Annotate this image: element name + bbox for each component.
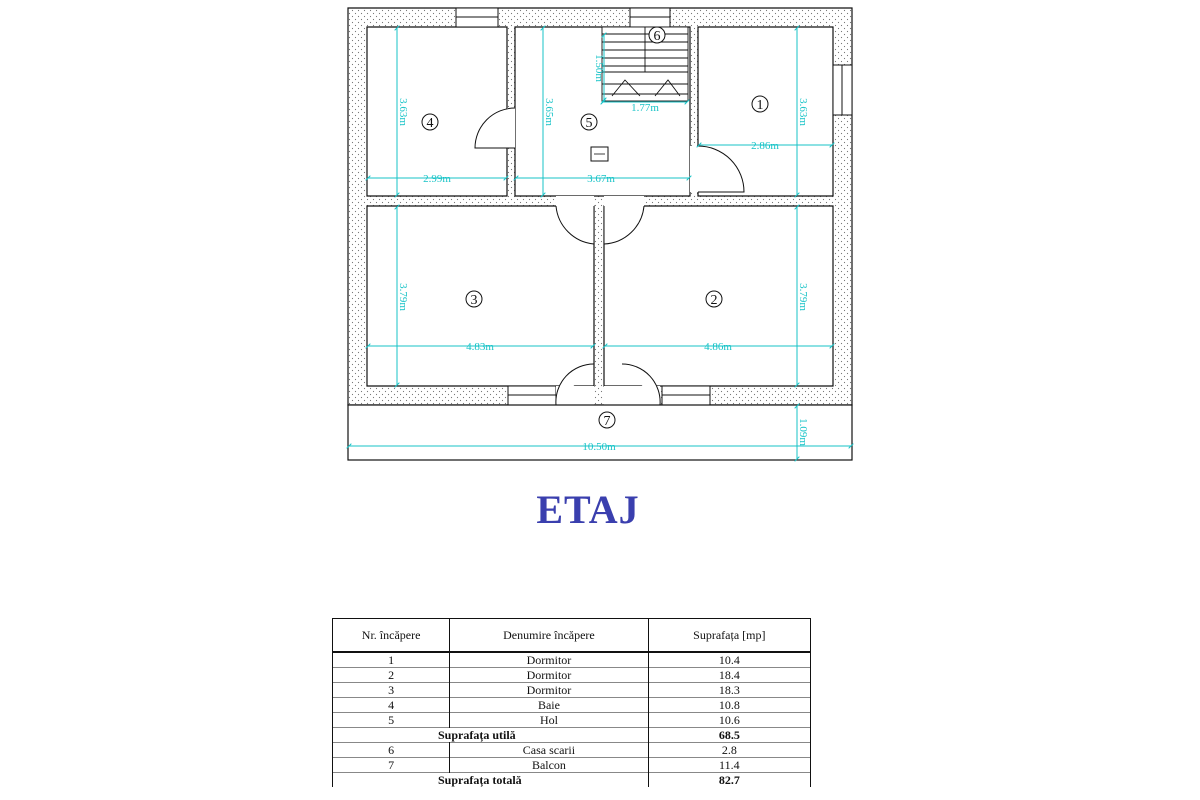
dim-r5-height: 3.65m [543, 98, 555, 126]
dim-balcony-width: 10.50m [582, 441, 616, 453]
room-number-4: 4 [426, 116, 434, 131]
table-header-row [333, 619, 811, 653]
cell-name: Baie [450, 698, 648, 713]
header-room-number: Nr. încăpere [333, 619, 450, 653]
cell-name: Dormitor [450, 652, 648, 668]
table-row [333, 713, 811, 728]
room-number-2: 2 [710, 293, 718, 308]
cell-name: Balcon [450, 758, 648, 773]
header-room-name: Denumire încăpere [450, 619, 648, 653]
table-row [333, 683, 811, 698]
subtotal-value: 68.5 [648, 728, 810, 743]
dim-r6-height: 1.50m [593, 54, 605, 82]
cell-area: 18.3 [648, 683, 810, 698]
dim-r1-height: 3.63m [797, 98, 809, 126]
dim-r3-width: 4.83m [466, 341, 494, 353]
cell-nr: 5 [333, 713, 450, 728]
room-number-3: 3 [470, 293, 478, 308]
dim-r2-width: 4.86m [704, 341, 732, 353]
room-number-5: 5 [585, 116, 593, 131]
subtotal-row [333, 728, 811, 743]
cell-area: 10.6 [648, 713, 810, 728]
dim-balcony-depth: 1.09m [797, 418, 809, 446]
cell-nr: 2 [333, 668, 450, 683]
dim-r2-height: 3.79m [797, 283, 809, 311]
cell-name: Dormitor [450, 668, 648, 683]
dim-r5-width: 3.67m [587, 173, 615, 185]
table-row [333, 758, 811, 773]
room-number-6: 6 [653, 29, 661, 44]
cell-nr: 3 [333, 683, 450, 698]
staircase [602, 27, 688, 101]
table-row [333, 652, 811, 668]
cell-nr: 7 [333, 758, 450, 773]
floor-title: ETAJ [536, 487, 640, 532]
dim-r3-height: 3.79m [397, 283, 409, 311]
cell-nr: 6 [333, 743, 450, 758]
cell-area: 10.4 [648, 652, 810, 668]
dim-r4-height: 3.63m [397, 98, 409, 126]
subtotal-label: Suprafața utilă [333, 728, 649, 743]
cell-area: 10.8 [648, 698, 810, 713]
cell-name: Casa scarii [450, 743, 648, 758]
cell-area: 2.8 [648, 743, 810, 758]
cell-area: 11.4 [648, 758, 810, 773]
dim-r1-width: 2.86m [751, 140, 779, 152]
table-row [333, 668, 811, 683]
total-value: 82.7 [648, 773, 810, 788]
room-number-7: 7 [603, 414, 611, 429]
cell-nr: 1 [333, 652, 450, 668]
total-row [333, 773, 811, 788]
table-row [333, 698, 811, 713]
dim-r6-width: 1.77m [631, 102, 659, 114]
cell-nr: 4 [333, 698, 450, 713]
table-row [333, 743, 811, 758]
cell-name: Hol [450, 713, 648, 728]
dim-r4-width: 2.99m [423, 173, 451, 185]
room-number-1: 1 [756, 98, 764, 113]
cell-area: 18.4 [648, 668, 810, 683]
header-area: Suprafața [mp] [648, 619, 810, 653]
total-label: Suprafața totală [333, 773, 649, 788]
room-area-table [332, 618, 811, 787]
cell-name: Dormitor [450, 683, 648, 698]
